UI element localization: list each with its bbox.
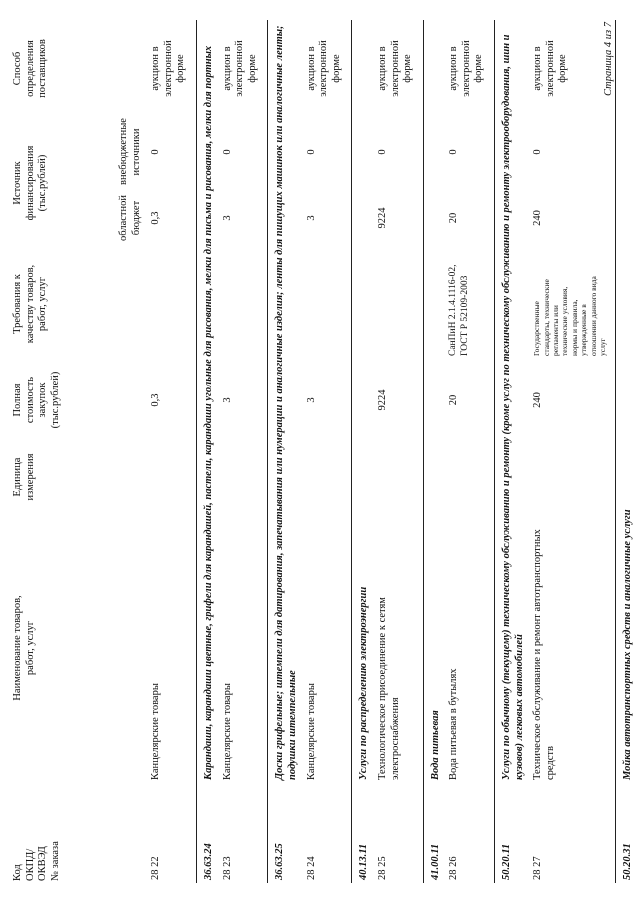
section-title: Вода питьевая bbox=[429, 710, 441, 780]
row-offbudget: 0 bbox=[445, 117, 494, 187]
row-requirements bbox=[303, 249, 352, 359]
row-unit bbox=[147, 441, 196, 513]
row-code: 28 27 bbox=[529, 783, 616, 883]
section-title: Карандаши, карандаши цветные, грифели для карандашей, пастели, карандаши угольные для рисования, мелки для письма и рисования, мелки для портных bbox=[202, 45, 214, 780]
row-cost: 3 bbox=[303, 359, 352, 441]
header-unit: Единица измерения bbox=[12, 453, 36, 501]
row-requirements: Государственные стандарты, технические регламенты или технические условия, нормы и правила, утвержденные в отношении данного вида услуг bbox=[529, 249, 616, 359]
row-code: 28 22 bbox=[147, 783, 196, 883]
row-offbudget: 0 bbox=[374, 117, 423, 187]
table-row bbox=[374, 20, 423, 883]
header-funding-regional: областной бюджет bbox=[118, 195, 142, 241]
row-code: 28 26 bbox=[445, 783, 494, 883]
row-offbudget: 0 bbox=[529, 117, 616, 187]
row-method: аукцион в электронной форме bbox=[303, 20, 352, 117]
section-code: 36.63.25 bbox=[274, 843, 286, 880]
section-row bbox=[352, 20, 374, 883]
row-regional-budget: 240 bbox=[529, 187, 616, 249]
section-row bbox=[423, 20, 445, 883]
row-method: аукцион в электронной форме bbox=[445, 20, 494, 117]
header-cost: Полная стоимость закупок (тыс.рублей) bbox=[12, 371, 61, 429]
section-title: Мойка автотранспортных средств и аналогичные услуги bbox=[622, 509, 634, 780]
header-funding: Источник финансирования (тыс.рублей) bbox=[12, 145, 49, 221]
header-method: Способ определения поставщиков bbox=[12, 39, 49, 98]
table-row bbox=[445, 20, 494, 883]
section-row bbox=[616, 20, 638, 883]
row-regional-budget: 3 bbox=[303, 187, 352, 249]
table-row bbox=[529, 20, 616, 883]
page-footer: Страница 4 из 7 bbox=[603, 22, 614, 97]
row-name: Канцелярские товары bbox=[147, 513, 196, 783]
row-regional-budget: 9224 bbox=[374, 187, 423, 249]
procurement-table bbox=[8, 20, 638, 883]
row-name: Канцелярские товары bbox=[303, 513, 352, 783]
table-row bbox=[147, 20, 196, 883]
row-unit bbox=[529, 441, 616, 513]
row-offbudget: 0 bbox=[303, 117, 352, 187]
header-funding-offbudget: внебюджетные источники bbox=[118, 118, 142, 185]
row-code: 28 25 bbox=[374, 783, 423, 883]
row-unit bbox=[219, 441, 268, 513]
table-row bbox=[303, 20, 352, 883]
row-offbudget: 0 bbox=[147, 117, 196, 187]
row-requirements bbox=[219, 249, 268, 359]
section-row bbox=[495, 20, 530, 883]
section-code: 50.20.11 bbox=[501, 843, 513, 880]
row-unit bbox=[445, 441, 494, 513]
row-method: аукцион в электронной форме bbox=[529, 20, 616, 117]
row-name: Техническое обслуживание и ремонт автотранспортных средств bbox=[529, 513, 616, 783]
row-offbudget: 0 bbox=[219, 117, 268, 187]
row-regional-budget: 20 bbox=[445, 187, 494, 249]
table-row bbox=[219, 20, 268, 883]
row-method: аукцион в электронной форме bbox=[147, 20, 196, 117]
row-method: аукцион в электронной форме bbox=[219, 20, 268, 117]
row-cost: 3 bbox=[219, 359, 268, 441]
row-requirements bbox=[147, 249, 196, 359]
row-requirements bbox=[374, 249, 423, 359]
section-code: 41.00.11 bbox=[429, 843, 441, 880]
header-code: Код ОКПД/ ОКВЭД № заказа bbox=[12, 841, 61, 881]
header-name: Наименование товаров, работ, услуг bbox=[12, 595, 36, 701]
row-name: Вода питьевая в бутылях bbox=[445, 513, 494, 783]
section-code: 50.20.31 bbox=[622, 843, 634, 880]
row-cost: 240 bbox=[529, 359, 616, 441]
header-row bbox=[8, 20, 118, 883]
row-code: 28 23 bbox=[219, 783, 268, 883]
row-cost: 20 bbox=[445, 359, 494, 441]
row-name: Технологическое присоединение к сетям электроснабжения bbox=[374, 513, 423, 783]
row-regional-budget: 0,3 bbox=[147, 187, 196, 249]
row-unit bbox=[374, 441, 423, 513]
row-name: Канцелярские товары bbox=[219, 513, 268, 783]
section-code: 40.13.11 bbox=[358, 843, 370, 880]
row-regional-budget: 3 bbox=[219, 187, 268, 249]
table-body bbox=[147, 20, 638, 883]
row-method: аукцион в электронной форме bbox=[374, 20, 423, 117]
section-title: Услуги по обычному (текущему) техническому обслуживанию и ремонту (кроме услуг по техническому обслуживанию и ремонту электрооборудования, шин и кузовов) легковых автомобилей bbox=[501, 34, 525, 780]
row-cost: 0,3 bbox=[147, 359, 196, 441]
section-row bbox=[268, 20, 303, 883]
row-unit bbox=[303, 441, 352, 513]
row-code: 28 24 bbox=[303, 783, 352, 883]
header-requirements: Требования к качеству товаров, работ, услуг bbox=[12, 264, 49, 344]
section-code: 36.63.24 bbox=[202, 843, 214, 880]
row-requirements: СанПиН 2.1.4.1116-02, ГОСТ Р 52109-2003 bbox=[445, 249, 494, 359]
section-row bbox=[196, 20, 218, 883]
section-title: Доски грифельные; штемпели для датирования, запечатывания или нумерации и аналогичные изделия; ленты для пишущих машинок или аналогичные ленты; подушки штемпельные bbox=[274, 25, 298, 780]
section-title: Услуги по распределению электроэнергии bbox=[358, 586, 370, 780]
row-cost: 9224 bbox=[374, 359, 423, 441]
